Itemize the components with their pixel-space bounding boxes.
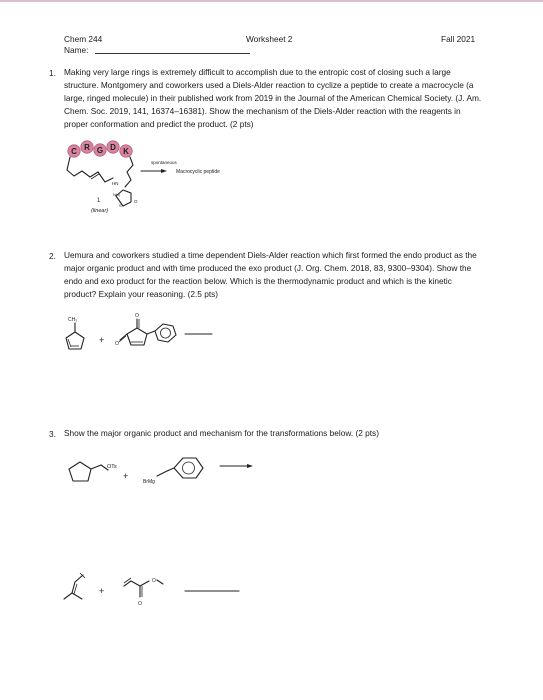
benzyl-bond-2 xyxy=(167,468,174,471)
benzyl-bond xyxy=(157,471,167,476)
phenyl-ring-3 xyxy=(174,458,203,478)
diene-enone-scheme xyxy=(64,573,239,607)
ots-label: OTs xyxy=(107,464,117,470)
carbonyl-o-left: O xyxy=(115,341,119,347)
compound-number: 1 xyxy=(97,198,101,204)
plus-sign-4: + xyxy=(99,586,105,596)
plus-sign-2: + xyxy=(99,335,105,345)
peptide-scheme xyxy=(67,141,220,214)
carbonyl-o-top: O xyxy=(135,313,139,319)
residue-circles xyxy=(68,141,132,157)
nh-label: HN xyxy=(112,181,119,186)
nh2-label: NH₂ xyxy=(113,192,121,197)
phenyl-ring-2 xyxy=(155,324,176,342)
n-aryl-bond xyxy=(147,331,155,334)
s-label: S xyxy=(119,203,122,208)
phenyl-ring-2-aromatic xyxy=(161,328,171,338)
compound-note: (linear) xyxy=(91,208,109,214)
term-label: Fall 2021 xyxy=(441,34,476,44)
diene-double-bond xyxy=(91,174,99,179)
name-label: Name: xyxy=(64,45,89,55)
dienophile-chain xyxy=(125,157,133,187)
question-2-number: 2. xyxy=(49,251,56,261)
diene-chain-3 xyxy=(64,582,75,599)
question-2-text: Uemura and coworkers studied a time dependent Diels-Alder reaction which first formed the endo product as the major organic product and with time produced the exo product (J. Org. Chem. 2018, 83, 9300–9304). Show the endo and exo product for the reaction below. Which is the thermodynamic product and which is the kinetic product? Explain your reasoning. (2.5 pts) xyxy=(64,250,477,299)
enone-chain xyxy=(124,581,149,586)
enone-o-bottom: O xyxy=(138,601,142,607)
residue-g: G xyxy=(96,146,104,155)
brmg-label: BrMg xyxy=(143,479,155,485)
arrow-condition: spontaneous xyxy=(151,160,177,165)
course-label: Chem 244 xyxy=(64,34,103,44)
reaction-arrow-1-head xyxy=(161,169,167,173)
diene-branch xyxy=(72,593,82,599)
methoxy-bond xyxy=(157,580,163,584)
residue-c: C xyxy=(71,147,77,156)
residue-k: K xyxy=(123,147,129,156)
phenyl-ring-3-aromatic xyxy=(183,462,195,474)
carbonyl-left xyxy=(120,334,127,340)
product-label: Macrocyclic peptide xyxy=(176,169,220,175)
grignard-scheme xyxy=(69,458,253,485)
cyclopentane-ring xyxy=(69,462,91,481)
worksheet-title: Worksheet 2 xyxy=(246,34,293,44)
o-label: O xyxy=(134,199,138,204)
ch2-bond xyxy=(91,465,101,469)
maleimide-core xyxy=(127,328,147,345)
question-3-number: 3. xyxy=(49,429,56,439)
question-1-text: Making very large rings is extremely difficult to accomplish due to the entropic cost of closing such a large structure. Montgomery and coworkers used a Diels-Alder reaction to cyclize a peptide to create a macrocycle (a large, ringed molecule) in their published work from 2019 in the Journal of the American Chemical Society. (J. Am. Chem. Soc. 2019, 141, 16374–16381). Show the mechanism of the Diels-Alder reaction with the reagents in proper conformation and predict the product. (2 pts) xyxy=(64,67,482,129)
enone-o-right: O xyxy=(152,578,156,584)
question-1-number: 1. xyxy=(49,68,56,78)
question-3-text: Show the major organic product and mechanism for the transformations below. (2 pts) xyxy=(64,428,379,438)
diene-vinyl xyxy=(75,575,83,582)
maleimide-scheme xyxy=(66,313,212,349)
residue-r: R xyxy=(84,143,90,152)
reaction-arrow-3-head xyxy=(247,464,253,468)
residue-d: D xyxy=(110,143,116,152)
diene-chain-2 xyxy=(98,172,113,182)
diene-chain xyxy=(67,157,98,177)
methyl-label: CH₃ xyxy=(68,317,78,323)
plus-sign-3: + xyxy=(123,471,129,481)
carbonyl-left-2 xyxy=(119,336,126,342)
